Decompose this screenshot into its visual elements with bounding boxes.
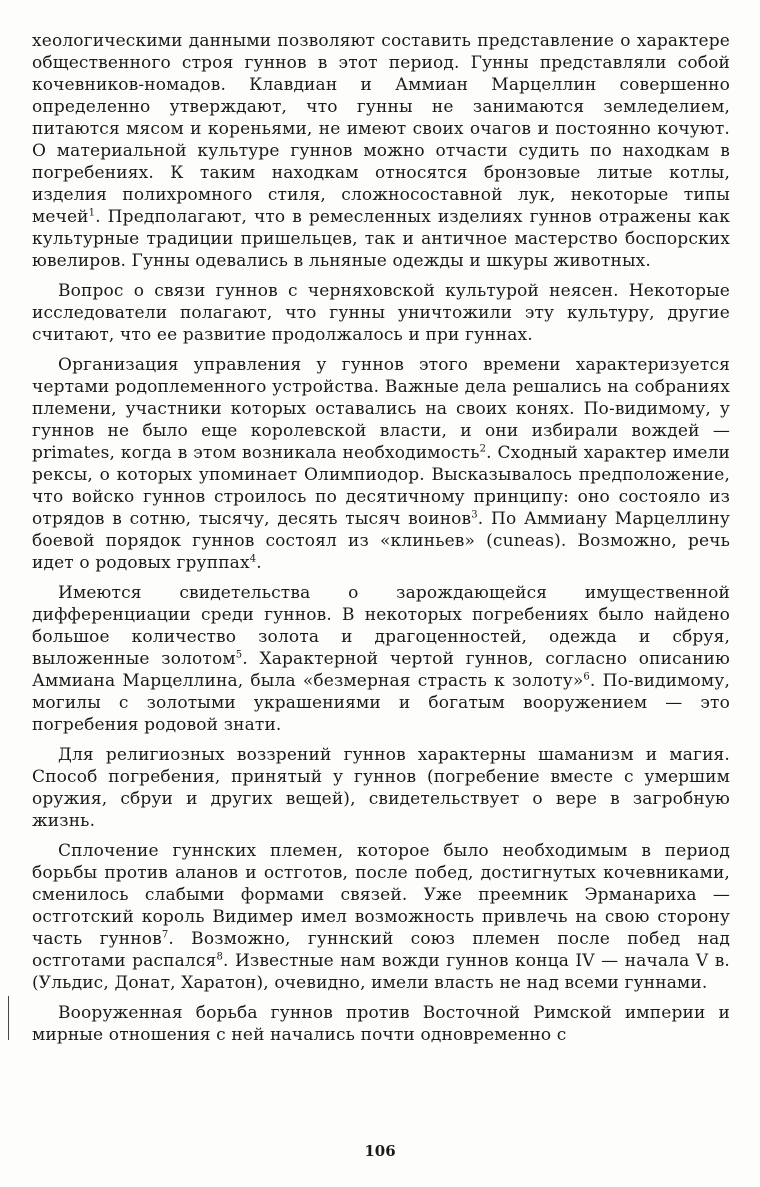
paragraph-1 [32, 30, 730, 272]
text-run: Вооруженная борьба гуннов против Восточной Римской империи и мирные отношения с ней начались почти одновременно с [32, 1003, 730, 1045]
text-run: Имеются свидетельства о зарождающейся имущественной дифференциации среди гуннов. В некоторых погребениях было найдено большое количество золота и драгоценностей, одежда и сбруя, выложенные золотом [32, 583, 730, 669]
footnote-ref: 2 [479, 443, 487, 455]
text-run: Вопрос о связи гуннов с черняховской культурой неясен. Некоторые исследователи полагают, что гунны уничтожили эту культуру, другие считают, что ее развитие продолжалось и при гуннах. [32, 281, 730, 345]
text-run: . Характерной чертой гуннов, согласно описанию Аммиана Марцеллина, была «безмерная страсть к золоту» [32, 649, 730, 691]
paragraph-7 [32, 1002, 730, 1046]
page-body [32, 30, 730, 1054]
text-run: . Возможно, гуннский союз племен после побед над остготами распался [32, 929, 730, 971]
footnote-ref: 5 [235, 649, 243, 661]
text-run: . По-видимому, могилы с золотыми украшениями и богатым вооружением — это погребения родовой знати. [32, 671, 730, 735]
paragraph-5 [32, 744, 730, 832]
footnote-ref: 6 [583, 671, 590, 683]
text-run: хеологическими данными позволяют составить представление о характере общественного строя гуннов в этот период. Гунны представляли собой кочевников-номадов. Клавдиан и Аммиан Марцеллин совершенно определенно утверждают, что гунны не занимаются земледелием, питаются мясом и кореньями, не имеют своих очагов и постоянно кочуют. О материальной культуре гуннов можно отчасти судить по находкам в погребениях. К таким находкам относятся бронзовые литые котлы, изделия полихромного стиля, сложносоставной лук, некоторые типы мечей [32, 31, 730, 227]
footnote-ref: 7 [161, 929, 169, 941]
footnote-ref: 1 [88, 207, 96, 219]
page-number: 106 [364, 1142, 396, 1160]
text-run: . По Аммиану Марцеллину боевой порядок гуннов состоял из «клиньев» (cuneas). Возможно, речь идет о родовых группах [32, 509, 730, 573]
text-run: Для религиозных воззрений гуннов характерны шаманизм и магия. Способ погребения, принятый у гуннов (погребение вместе с умершим оружия, сбруи и других вещей), свидетельствует о вере в загробную жизнь. [32, 745, 730, 831]
margin-mark [8, 996, 9, 1040]
text-run: Организация управления у гуннов этого времени характеризуется чертами родоплеменного устройства. Важные дела решались на собраниях племени, участники которых оставались на своих конях. По-видимому, у гуннов не было еще королевской власти, и они избирали вождей — primates, когда в этом возникала необходимость [32, 355, 730, 463]
footnote-ref: 3 [471, 509, 478, 521]
text-run: . [256, 553, 262, 573]
text-run: . Известные нам вожди гуннов конца IV — начала V в. (Ульдис, Донат, Харатон), очевидно, имели власть не над всеми гуннами. [32, 951, 730, 993]
text-run: . Предполагают, что в ремесленных изделиях гуннов отражены как культурные традиции пришельцев, так и античное мастерство боспорских ювелиров. Гунны одевались в льняные одежды и шкуры животных. [32, 207, 730, 271]
text-run: Сплочение гуннских племен, которое было необходимым в период борьбы против аланов и остготов, после побед, достигнутых кочевниками, сменилось слабыми формами связей. Уже преемник Эрманариха — остготский король Видимер имел возможность привлечь на свою сторону часть гуннов [32, 841, 730, 949]
paragraph-4 [32, 582, 730, 736]
paragraph-6 [32, 840, 730, 994]
paragraph-3 [32, 354, 730, 574]
text-run: . Сходный характер имели рексы, о которых упоминает Олимпиодор. Высказывалось предположение, что войско гуннов строилось по десятичному принципу: оно состояло из отрядов в сотню, тысячу, десять тысяч воинов [32, 443, 730, 529]
paragraph-2 [32, 280, 730, 346]
footnote-ref: 8 [216, 951, 223, 963]
footnote-ref: 4 [249, 553, 257, 565]
